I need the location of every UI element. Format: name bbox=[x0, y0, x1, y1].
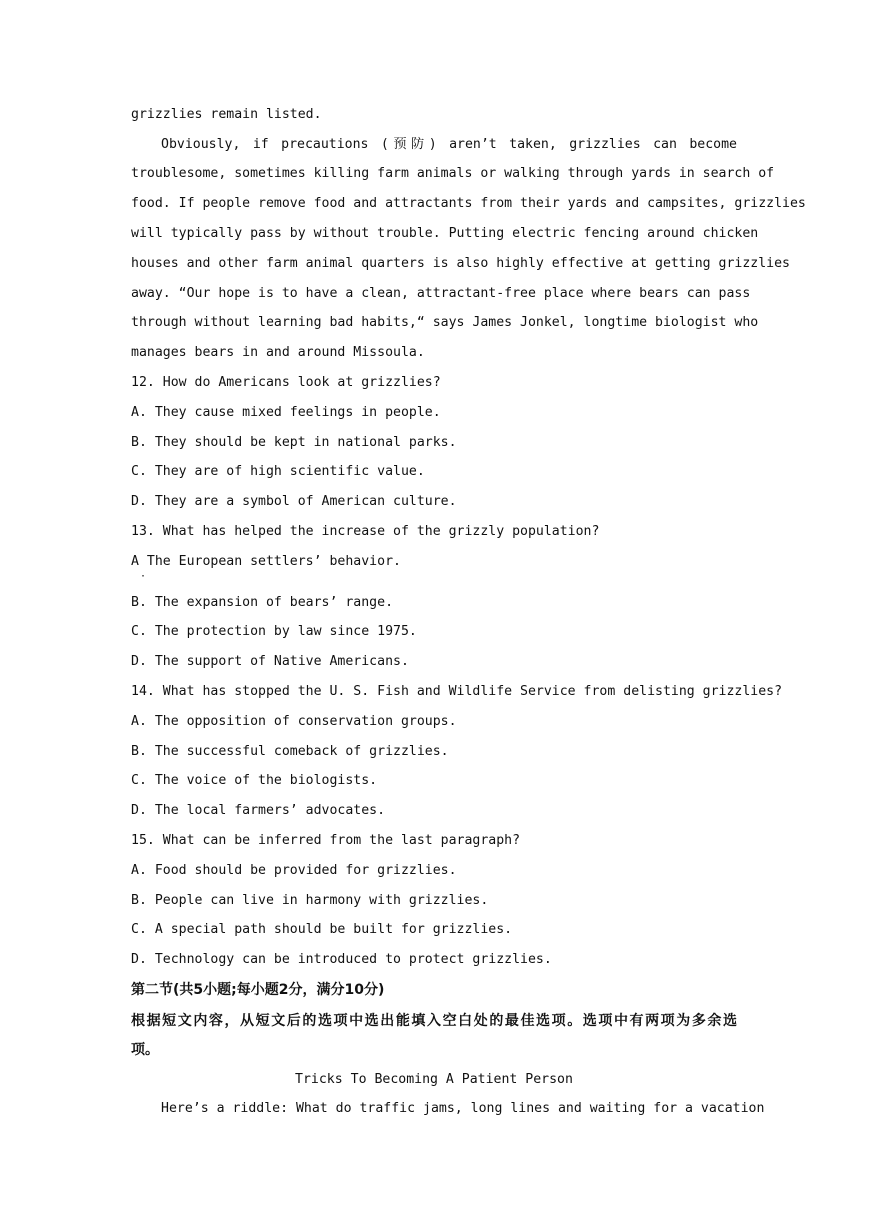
passage-line: grizzlies remain listed. bbox=[131, 107, 322, 122]
question-option: C. A special path should be built for grizzlies. bbox=[131, 922, 513, 937]
passage-line: troublesome, sometimes killing farm animals or walking through yards in search of bbox=[131, 166, 775, 181]
question-option: B. People can live in harmony with grizzlies. bbox=[131, 893, 489, 908]
passage-line: Obviously, if precautions (预防) aren’t taken, grizzlies can become bbox=[161, 137, 737, 152]
passage-line: Here’s a riddle: What do traffic jams, long lines and waiting for a vacation bbox=[161, 1101, 765, 1116]
passage-line: manages bears in and around Missoula. bbox=[131, 345, 425, 360]
passage-line: food. If people remove food and attractants from their yards and campsites, grizzlies bbox=[131, 196, 806, 211]
question-option: A The European settlers’ behavior. bbox=[131, 554, 401, 569]
question-option: B. The successful comeback of grizzlies. bbox=[131, 744, 449, 759]
question-option: D. Technology can be introduced to protect grizzlies. bbox=[131, 952, 552, 967]
passage-line: through without learning bad habits,“ says James Jonkel, longtime biologist who bbox=[131, 315, 759, 330]
question-option: C. The voice of the biologists. bbox=[131, 773, 378, 788]
passage-line: will typically pass by without trouble. Putting electric fencing around chicken bbox=[131, 226, 759, 241]
question-stem: 14. What has stopped the U. S. Fish and Wildlife Service from delisting grizzlies? bbox=[131, 684, 783, 699]
passage-line: away. “Our hope is to have a clean, attractant-free place where bears can pass bbox=[131, 286, 751, 301]
question-option: C. They are of high scientific value. bbox=[131, 464, 425, 479]
section-instruction: 项。 bbox=[131, 1042, 159, 1058]
question-option: B. They should be kept in national parks. bbox=[131, 435, 457, 450]
question-option: D. The support of Native Americans. bbox=[131, 654, 409, 669]
question-option: A. The opposition of conservation groups. bbox=[131, 714, 457, 729]
passage-line: houses and other farm animal quarters is also highly effective at getting grizzlies bbox=[131, 256, 790, 271]
question-stem: 15. What can be inferred from the last paragraph? bbox=[131, 833, 521, 848]
question-option: D. The local farmers’ advocates. bbox=[131, 803, 386, 818]
question-stem: 13. What has helped the increase of the grizzly population? bbox=[131, 524, 600, 539]
question-option: D. They are a symbol of American culture. bbox=[131, 494, 457, 509]
question-stem: 12. How do Americans look at grizzlies? bbox=[131, 375, 441, 390]
question-option: B. The expansion of bears’ range. bbox=[131, 595, 394, 610]
passage-title: Tricks To Becoming A Patient Person bbox=[295, 1072, 573, 1087]
question-option: A. They cause mixed feelings in people. bbox=[131, 405, 441, 420]
section-instruction: 根据短文内容，从短文后的选项中选出能填入空白处的最佳选项。选项中有两项为多余选 bbox=[131, 1013, 737, 1029]
section-heading: 第二节(共5小题;每小题2分，满分10分) bbox=[131, 982, 385, 998]
question-option: C. The protection by law since 1975. bbox=[131, 624, 417, 639]
question-option: A. Food should be provided for grizzlies. bbox=[131, 863, 457, 878]
stray-dot: · bbox=[140, 571, 147, 582]
